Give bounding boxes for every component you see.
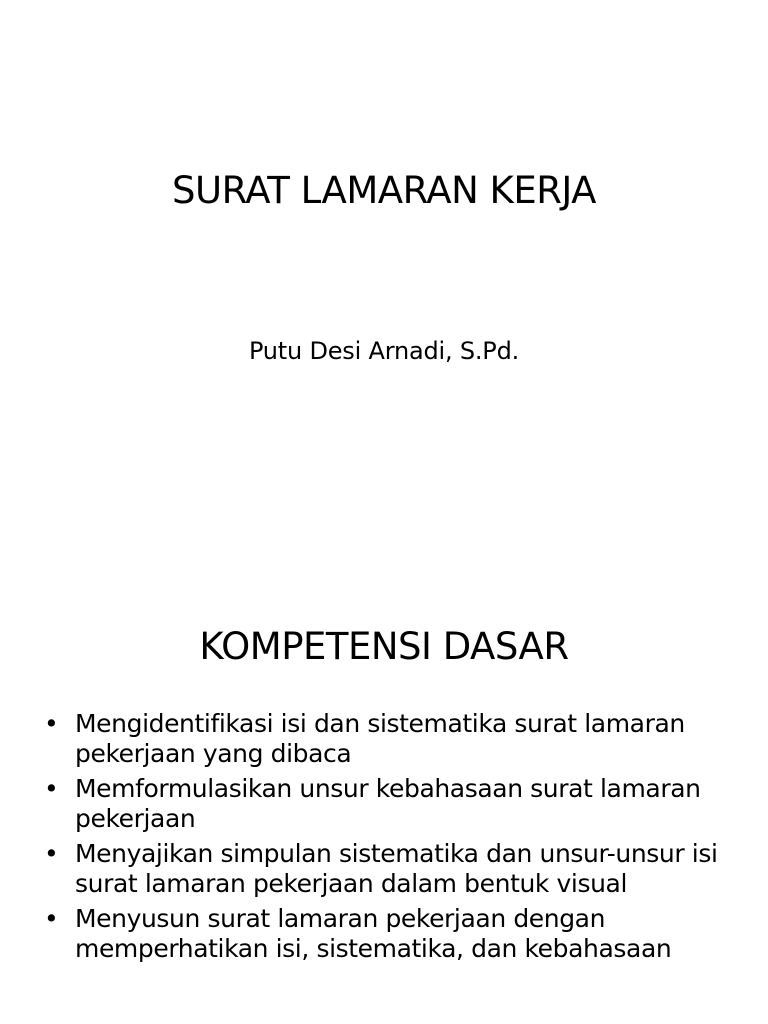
list-item [40, 839, 740, 899]
content-slide [0, 576, 768, 1024]
bullet-icon: • [44, 774, 59, 803]
list-item-text: Mengidentifikasi isi dan sistematika surat lamaran pekerjaan yang dibaca [75, 709, 685, 768]
bullet-icon: • [44, 839, 59, 868]
bullet-icon: • [44, 904, 59, 933]
author-name: Putu Desi Arnadi, S.Pd. [248, 337, 520, 365]
section-title: KOMPETENSI DASAR [199, 625, 569, 668]
list-item [40, 904, 740, 964]
list-item-text: Menyajikan simpulan sistematika dan unsur-unsur isi surat lamaran pekerjaan dalam bentuk visual [75, 839, 718, 898]
list-item-text: Menyusun surat lamaran pekerjaan dengan memperhatikan isi, sistematika, dan kebahasaan [75, 904, 672, 963]
bullet-icon: • [44, 709, 59, 738]
bullet-list [40, 709, 740, 969]
list-item-text: Memformulasikan unsur kebahasaan surat lamaran pekerjaan [75, 774, 701, 833]
list-item [40, 774, 740, 834]
list-item [40, 709, 740, 769]
slide-title: SURAT LAMARAN KERJA [172, 169, 596, 212]
